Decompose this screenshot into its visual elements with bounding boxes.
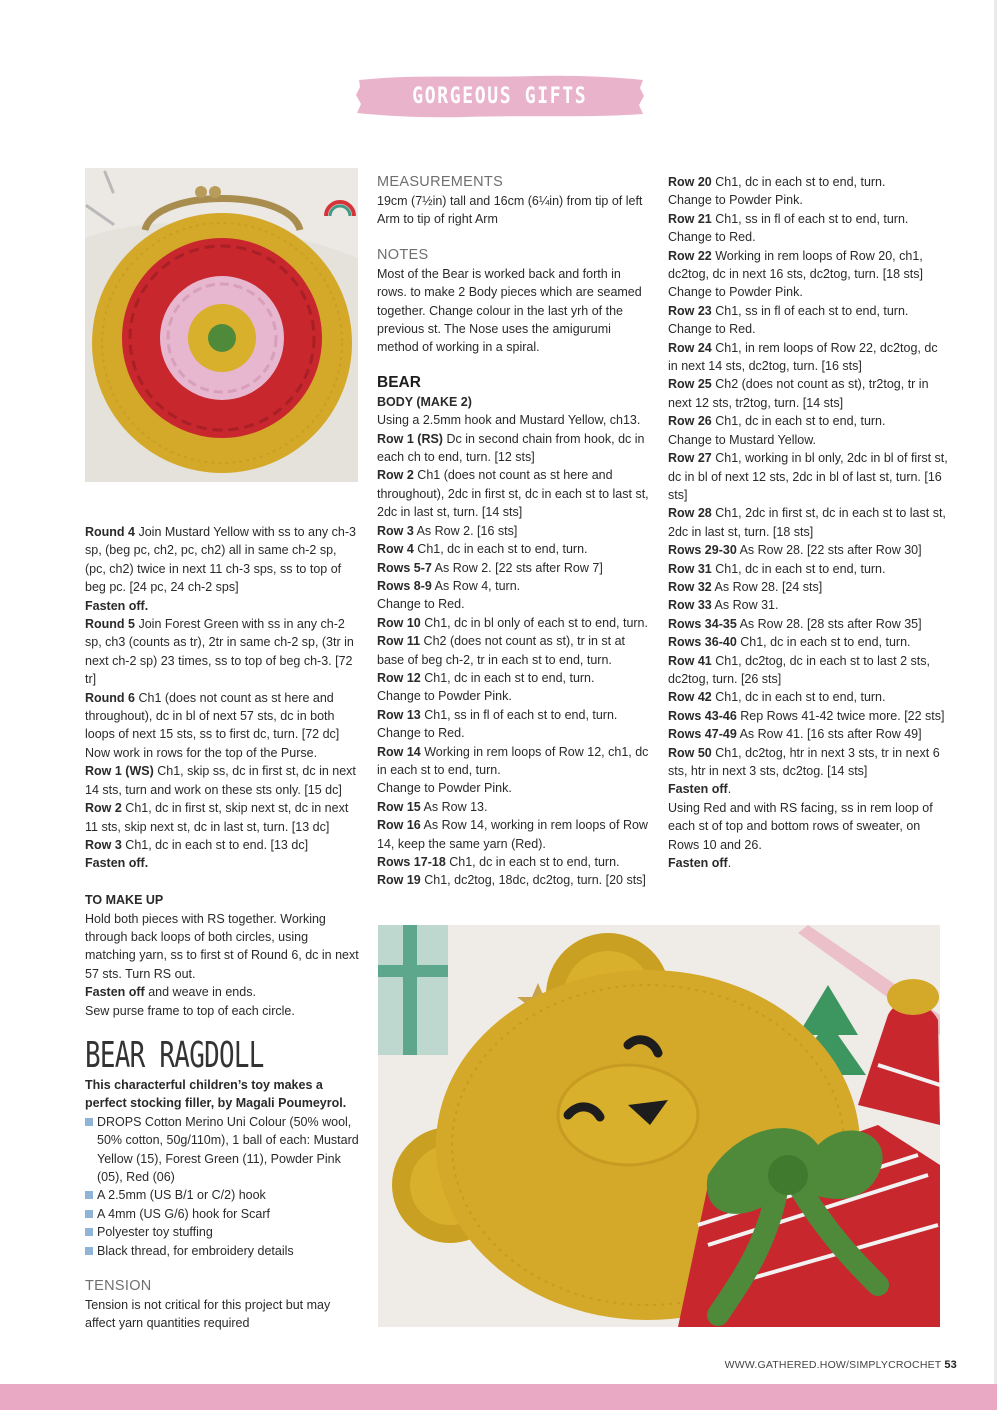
pattern-row: Change to Red. <box>668 322 756 337</box>
footer-url-text: WWW.GATHERED.HOW/SIMPLYCROCHET <box>724 1359 942 1371</box>
pattern-row: Row 28 Ch1, 2dc in first st, dc in each st to last st, 2dc in last st, turn. [18 sts] <box>668 506 946 539</box>
pattern-row: Change to Powder Pink. <box>377 781 512 796</box>
round-4: Round 4 Join Mustard Yellow with ss to any ch-3 sp, (beg pc, ch2, pc, ch2) all in same ch-2 sp, (pc, ch2) twice in next 11 ch-3 sps, ss to top of beg pc. [24 pc, 24 ch-2 sps] <box>85 525 356 595</box>
sew-frame-text: Sew purse frame to top of each circle. <box>85 1003 295 1018</box>
pattern-row: Row 12 Ch1, dc in each st to end, turn. <box>377 670 595 685</box>
fasten-off: Fasten off. <box>668 782 732 797</box>
pattern-row: Change to Powder Pink. <box>668 193 803 208</box>
pattern-row: Change to Powder Pink. <box>377 689 512 704</box>
column-1 <box>85 523 360 1333</box>
column-3 <box>668 173 950 872</box>
column-2 <box>377 172 652 890</box>
pattern-row: Change to Mustard Yellow. <box>668 432 817 447</box>
pattern-row: Change to Red. <box>668 230 756 245</box>
banner-title: GORGEOUS GIFTS <box>412 83 588 109</box>
section-banner <box>355 74 645 118</box>
material-item: DROPS Cotton Merino Uni Colour (50% wool, 50% cotton, 50g/110m), 1 ball of each: Mustard Yellow (15), Forest Green (11), Powder Pink (05), Red (06) <box>85 1113 360 1187</box>
fasten-off: Fasten off. <box>668 856 732 871</box>
body-heading: BODY (MAKE 2) <box>377 394 472 409</box>
pattern-row: Row 4 Ch1, dc in each st to end, turn. <box>377 542 588 557</box>
pattern-row: Row 25 Ch2 (does not count as st), tr2tog, tr in next 12 sts, tr2tog, turn. [14 sts] <box>668 377 929 410</box>
pattern-row: Row 19 Ch1, dc2tog, 18dc, dc2tog, turn. [20 sts] <box>377 873 646 888</box>
pattern-row: Rows 34-35 As Row 28. [28 sts after Row 35] <box>668 616 922 631</box>
material-item: A 2.5mm (US B/1 or C/2) hook <box>85 1186 360 1204</box>
now-work-rows: Now work in rows for the top of the Purse. <box>85 745 318 760</box>
bear-heading: BEAR <box>377 373 421 391</box>
pattern-row: Row 1 (RS) Dc in second chain from hook, dc in each ch to end, turn. [12 sts] <box>377 431 645 465</box>
spacer <box>377 229 652 245</box>
round-6: Round 6 Ch1 (does not count as st here and throughout), dc in bl of next 57 sts, dc in both loops of next 15 sts, ss to first dc, turn. [72 dc] <box>85 690 340 742</box>
pattern-row: Row 31 Ch1, dc in each st to end, turn. <box>668 561 886 576</box>
purse-photo <box>85 168 358 482</box>
pattern-row: Rows 36-40 Ch1, dc in each st to end, turn. <box>668 635 911 650</box>
pattern-row: Rows 5-7 As Row 2. [22 sts after Row 7] <box>377 560 603 575</box>
footer-url <box>725 1359 957 1371</box>
notes-heading: NOTES <box>377 246 429 263</box>
bear-photo <box>378 925 940 1327</box>
spacer <box>85 1020 360 1036</box>
pattern-row: Row 21 Ch1, ss in fl of each st to end, turn. <box>668 211 909 226</box>
pattern-row: Row 11 Ch2 (does not count as st), tr in st at base of beg ch-2, tr in each st to end, turn. <box>377 634 626 667</box>
pattern-row: Rows 47-49 As Row 41. [16 sts after Row 49] <box>668 727 922 742</box>
body-rows-continued <box>668 173 950 780</box>
using-red-text: Using Red and with RS facing, ss in rem loop of each st of top and bottom rows of sweater, on Rows 10 and 26. <box>668 800 933 852</box>
row-2: Row 2 Ch1, dc in first st, skip next st, dc in next 11 sts, skip next st, dc in last st, turn. [13 dc] <box>85 801 349 834</box>
material-item: Black thread, for embroidery details <box>85 1242 360 1260</box>
fasten-off-weave: Fasten off and weave in ends. <box>85 985 256 1000</box>
round-5: Round 5 Join Forest Green with ss in any ch-2 sp, ch3 (counts as tr), 2tr in same ch-2 sp, (3tr in next ch-2 sp) 23 times, ss to top of beg ch-3. [72 tr] <box>85 617 354 687</box>
spacer <box>377 357 652 373</box>
footer-bar <box>0 1384 997 1410</box>
pattern-row: Rows 29-30 As Row 28. [22 sts after Row 30] <box>668 543 922 558</box>
pattern-row: Change to Powder Pink. <box>668 285 803 300</box>
pattern-row: Row 15 As Row 13. <box>377 799 488 814</box>
pattern-row: Row 26 Ch1, dc in each st to end, turn. <box>668 414 886 429</box>
tension-text: Tension is not critical for this project but may affect yarn quantities required <box>85 1298 331 1331</box>
pattern-row: Row 3 As Row 2. [16 sts] <box>377 523 518 538</box>
page-number: 53 <box>944 1359 957 1371</box>
fasten-off: Fasten off. <box>85 598 149 613</box>
fasten-off: Fasten off. <box>85 856 149 871</box>
measurements-heading: MEASUREMENTS <box>377 174 504 190</box>
pattern-row: Row 20 Ch1, dc in each st to end, turn. <box>668 175 886 189</box>
spacer <box>85 873 360 891</box>
pattern-row: Rows 8-9 As Row 4, turn. <box>377 578 521 593</box>
pattern-row: Rows 43-46 Rep Rows 41-42 twice more. [22 sts] <box>668 708 945 723</box>
pattern-row: Row 33 As Row 31. <box>668 598 779 613</box>
material-item: A 4mm (US G/6) hook for Scarf <box>85 1205 360 1223</box>
pattern-row: Row 41 Ch1, dc2tog, dc in each st to last 2 sts, dc2tog, turn. [26 sts] <box>668 653 930 686</box>
pattern-row: Row 16 As Row 14, working in rem loops of Row 14, keep the same yarn (Red). <box>377 818 648 851</box>
pattern-row: Row 24 Ch1, in rem loops of Row 22, dc2tog, dc in next 14 sts, dc2tog, turn. [16 sts] <box>668 340 938 374</box>
pattern-row: Row 2 Ch1 (does not count as st here and throughout), 2dc in first st, dc in each st to last st, 2dc in last st, turn. [14 sts] <box>377 468 649 520</box>
pattern-row: Row 50 Ch1, dc2tog, htr in next 3 sts, tr in next 6 sts, htr in next 3 sts, dc2tog. [14 sts] <box>668 745 940 778</box>
pattern-row: Change to Red. <box>377 726 465 741</box>
using-hook-text: Using a 2.5mm hook and Mustard Yellow, ch13. <box>377 413 641 428</box>
pattern-row: Row 23 Ch1, ss in fl of each st to end, turn. <box>668 303 909 318</box>
material-item: Polyester toy stuffing <box>85 1223 360 1241</box>
pattern-row: Change to Red. <box>377 597 465 612</box>
pattern-row: Row 13 Ch1, ss in fl of each st to end, turn. <box>377 707 618 722</box>
pattern-row: Row 42 Ch1, dc in each st to end, turn. <box>668 690 886 705</box>
pattern-row: Row 22 Working in rem loops of Row 20, ch1, dc2tog, dc in next 16 sts, dc2tog, turn. [18 sts] <box>668 248 924 282</box>
row-3: Row 3 Ch1, dc in each st to end. [13 dc] <box>85 837 309 852</box>
make-up-text: Hold both pieces with RS together. Working through back loops of both circles, using matching yarn, ss to first st of Round 6, dc in next 57 sts. Turn RS out. <box>85 911 359 981</box>
pattern-row: Row 10 Ch1, dc in bl only of each st to end, turn. <box>377 615 648 630</box>
pattern-row: Row 14 Working in rem loops of Row 12, ch1, dc in each st to end, turn. <box>377 744 649 777</box>
intro-text: This characterful children’s toy makes a perfect stocking filler, by Magali Poumeyrol. <box>85 1077 347 1111</box>
pattern-row: Row 32 As Row 28. [24 sts] <box>668 579 823 594</box>
pattern-row: Row 27 Ch1, working in bl only, 2dc in bl of first st, dc in bl of next 12 sts, 2dc in bl of last st, turn. [16 sts] <box>668 451 948 502</box>
spacer <box>85 1260 360 1276</box>
materials-list <box>85 1113 360 1260</box>
measurements-text: 19cm (7½in) tall and 16cm (6¼in) from tip of left Arm to tip of right Arm <box>377 194 643 227</box>
row-1-ws: Row 1 (WS) Ch1, skip ss, dc in first st, dc in next 14 sts, turn and work on these sts only. [15 dc] <box>85 764 356 797</box>
notes-text: Most of the Bear is worked back and forth in rows. to make 2 Body pieces which are seamed together. Change colour in the last yrh of the previous st. The Nose uses the amigurumi method of working in a spiral. <box>377 266 642 355</box>
body-rows <box>377 430 652 890</box>
pattern-row: Rows 17-18 Ch1, dc in each st to end, turn. <box>377 855 620 869</box>
bear-ragdoll-title: BEAR RAGDOLL <box>85 1034 264 1076</box>
to-make-up-heading: TO MAKE UP <box>85 893 164 908</box>
tension-heading: TENSION <box>85 1278 152 1295</box>
